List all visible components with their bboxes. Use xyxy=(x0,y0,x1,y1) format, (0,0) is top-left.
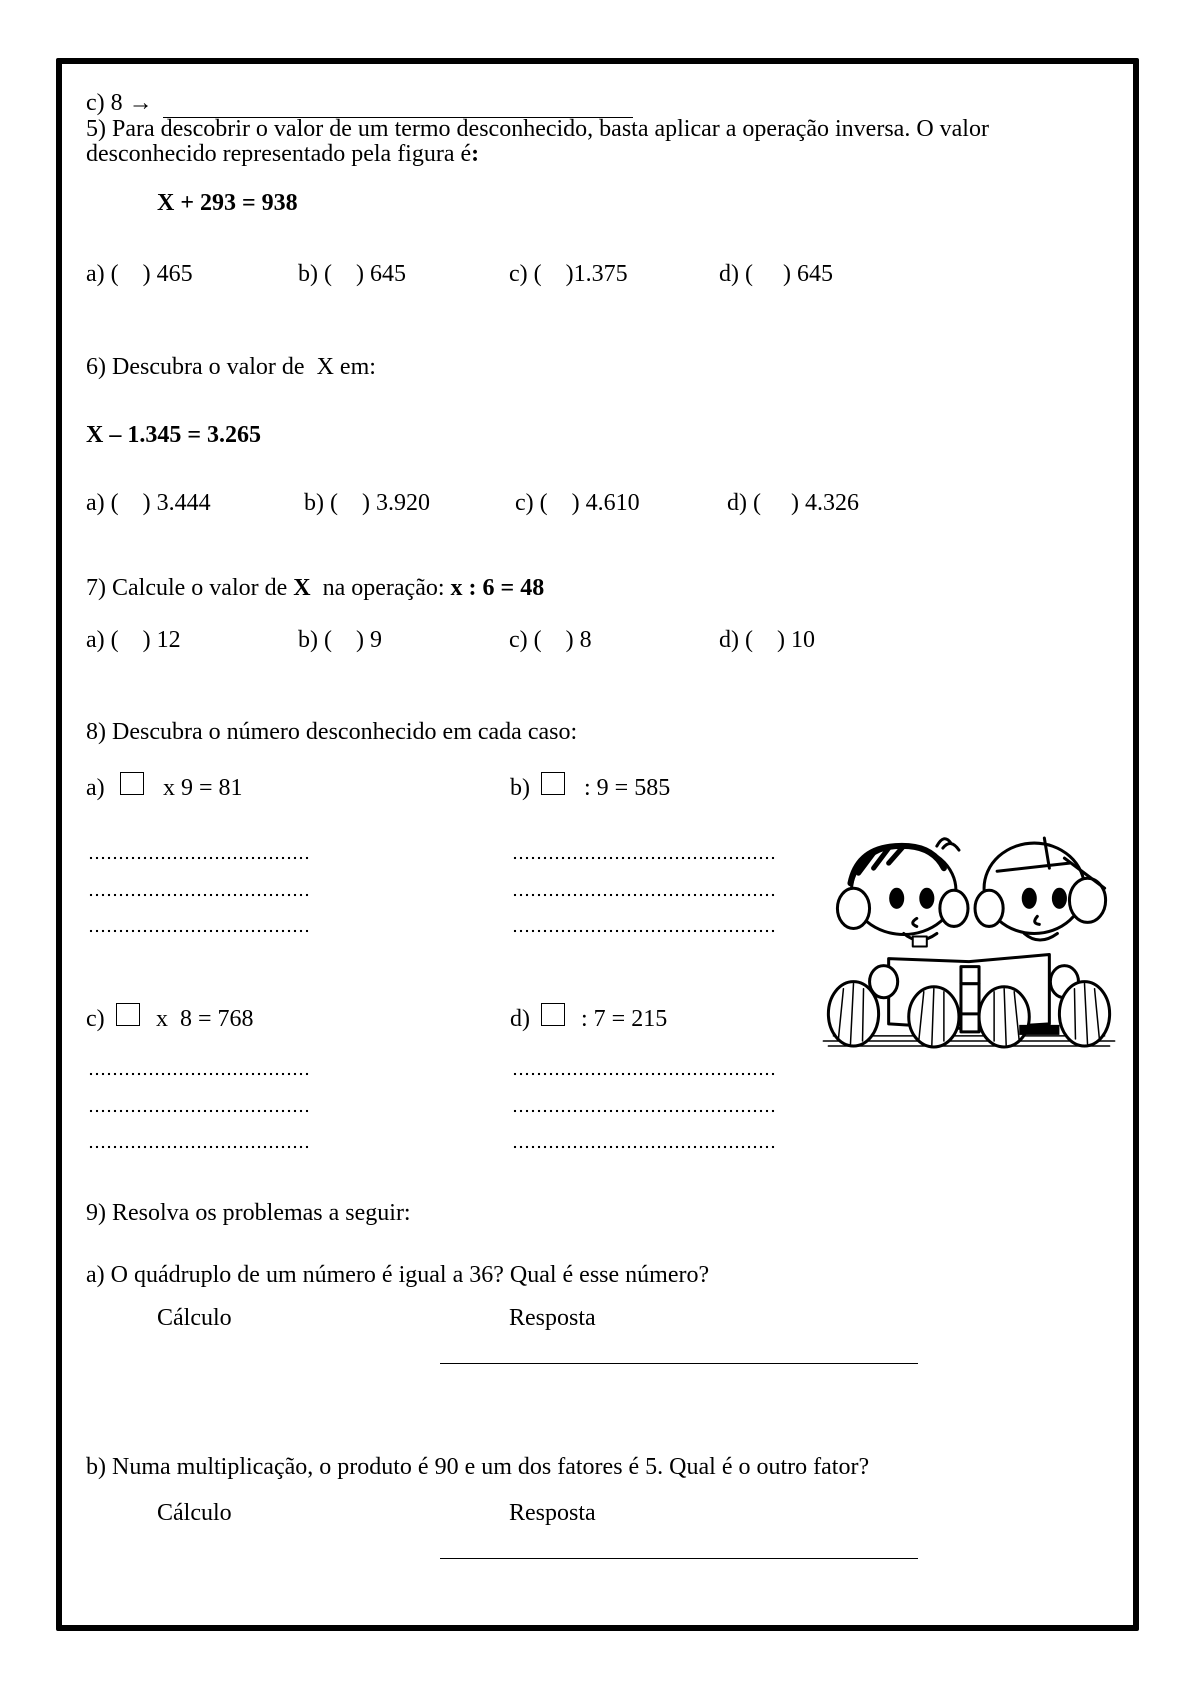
q8a-label: a) xyxy=(86,775,105,801)
q7-option-a[interactable]: a) ( ) 12 xyxy=(86,627,181,653)
q8d-expression: : 7 = 215 xyxy=(581,1006,668,1032)
q6-prompt: 6) Descubra o valor de X em: xyxy=(86,354,376,380)
q8d-work-line-1[interactable] xyxy=(512,1071,776,1077)
q5-option-b[interactable]: b) ( ) 645 xyxy=(298,261,406,287)
q8a-answer-box[interactable] xyxy=(120,772,144,795)
q8b-expression: : 9 = 585 xyxy=(584,775,671,801)
q8b-work-line-3[interactable] xyxy=(512,928,776,934)
q6-equation: X – 1.345 = 3.265 xyxy=(86,422,262,448)
q9b-question: b) Numa multiplicação, o produto é 90 e um dos fatores é 5. Qual é o outro fator? xyxy=(86,1454,870,1480)
q8b-answer-box[interactable] xyxy=(541,772,565,795)
q8c-label: c) xyxy=(86,1006,105,1032)
q7-prompt-pre: 7) Calcule o valor de xyxy=(86,575,294,601)
q8d-work-line-3[interactable] xyxy=(512,1144,776,1150)
children-reading-illustration xyxy=(818,828,1120,1054)
q8d-work-line-2[interactable] xyxy=(512,1108,776,1114)
q7-prompt-mid: na operação: xyxy=(310,575,451,601)
q8c-expression: x 8 = 768 xyxy=(156,1006,254,1032)
q8d-label: d) xyxy=(510,1006,530,1032)
q9a-answer-label: Resposta xyxy=(509,1305,596,1331)
q9b-answer-line[interactable] xyxy=(440,1558,918,1559)
q8a-work-line-2[interactable] xyxy=(88,892,310,898)
q9a-calc-label: Cálculo xyxy=(157,1305,232,1331)
q8b-work-line-1[interactable] xyxy=(512,855,776,861)
q8a-work-line-3[interactable] xyxy=(88,928,310,934)
q7-prompt xyxy=(86,574,544,602)
q9a-answer-line[interactable] xyxy=(440,1363,918,1364)
q7-option-c[interactable]: c) ( ) 8 xyxy=(509,627,592,653)
q7-equation: x : 6 = 48 xyxy=(450,575,545,601)
q9a-question: a) O quádruplo de um número é igual a 36? Qual é esse número? xyxy=(86,1262,710,1288)
q6-option-c[interactable]: c) ( ) 4.610 xyxy=(515,490,640,516)
q8b-label: b) xyxy=(510,775,530,801)
q9-prompt: 9) Resolva os problemas a seguir: xyxy=(86,1200,411,1226)
q7-variable: X xyxy=(293,575,311,601)
q8c-work-line-3[interactable] xyxy=(88,1144,310,1150)
q5-prompt-text: desconhecido representado pela figura é xyxy=(86,141,472,167)
q9b-answer-label: Resposta xyxy=(509,1500,596,1526)
q8b-work-line-2[interactable] xyxy=(512,892,776,898)
q8c-work-line-1[interactable] xyxy=(88,1071,310,1077)
q5-prompt-line1: 5) Para descobrir o valor de um termo desconhecido, basta aplicar a operação inversa. O valor xyxy=(86,116,989,142)
q8d-answer-box[interactable] xyxy=(541,1003,565,1026)
q8a-work-line-1[interactable] xyxy=(88,855,310,861)
q5-option-c[interactable]: c) ( )1.375 xyxy=(509,261,628,287)
q6-option-d[interactable]: d) ( ) 4.326 xyxy=(727,490,859,516)
q5-prompt-line2 xyxy=(86,140,479,168)
q8a-expression: x 9 = 81 xyxy=(163,775,243,801)
q8-prompt: 8) Descubra o número desconhecido em cada caso: xyxy=(86,719,578,745)
q8c-work-line-2[interactable] xyxy=(88,1108,310,1114)
q5-colon: : xyxy=(471,141,480,167)
q7-option-d[interactable]: d) ( ) 10 xyxy=(719,627,815,653)
q5-option-a[interactable]: a) ( ) 465 xyxy=(86,261,193,287)
q6-option-b[interactable]: b) ( ) 3.920 xyxy=(304,490,430,516)
q5-equation: X + 293 = 938 xyxy=(157,190,298,216)
q9b-calc-label: Cálculo xyxy=(157,1500,232,1526)
q6-option-a[interactable]: a) ( ) 3.444 xyxy=(86,490,211,516)
q5-option-d[interactable]: d) ( ) 645 xyxy=(719,261,833,287)
q7-option-b[interactable]: b) ( ) 9 xyxy=(298,627,382,653)
q4c-label: c) 8 → xyxy=(86,90,153,116)
q8c-answer-box[interactable] xyxy=(116,1003,140,1026)
